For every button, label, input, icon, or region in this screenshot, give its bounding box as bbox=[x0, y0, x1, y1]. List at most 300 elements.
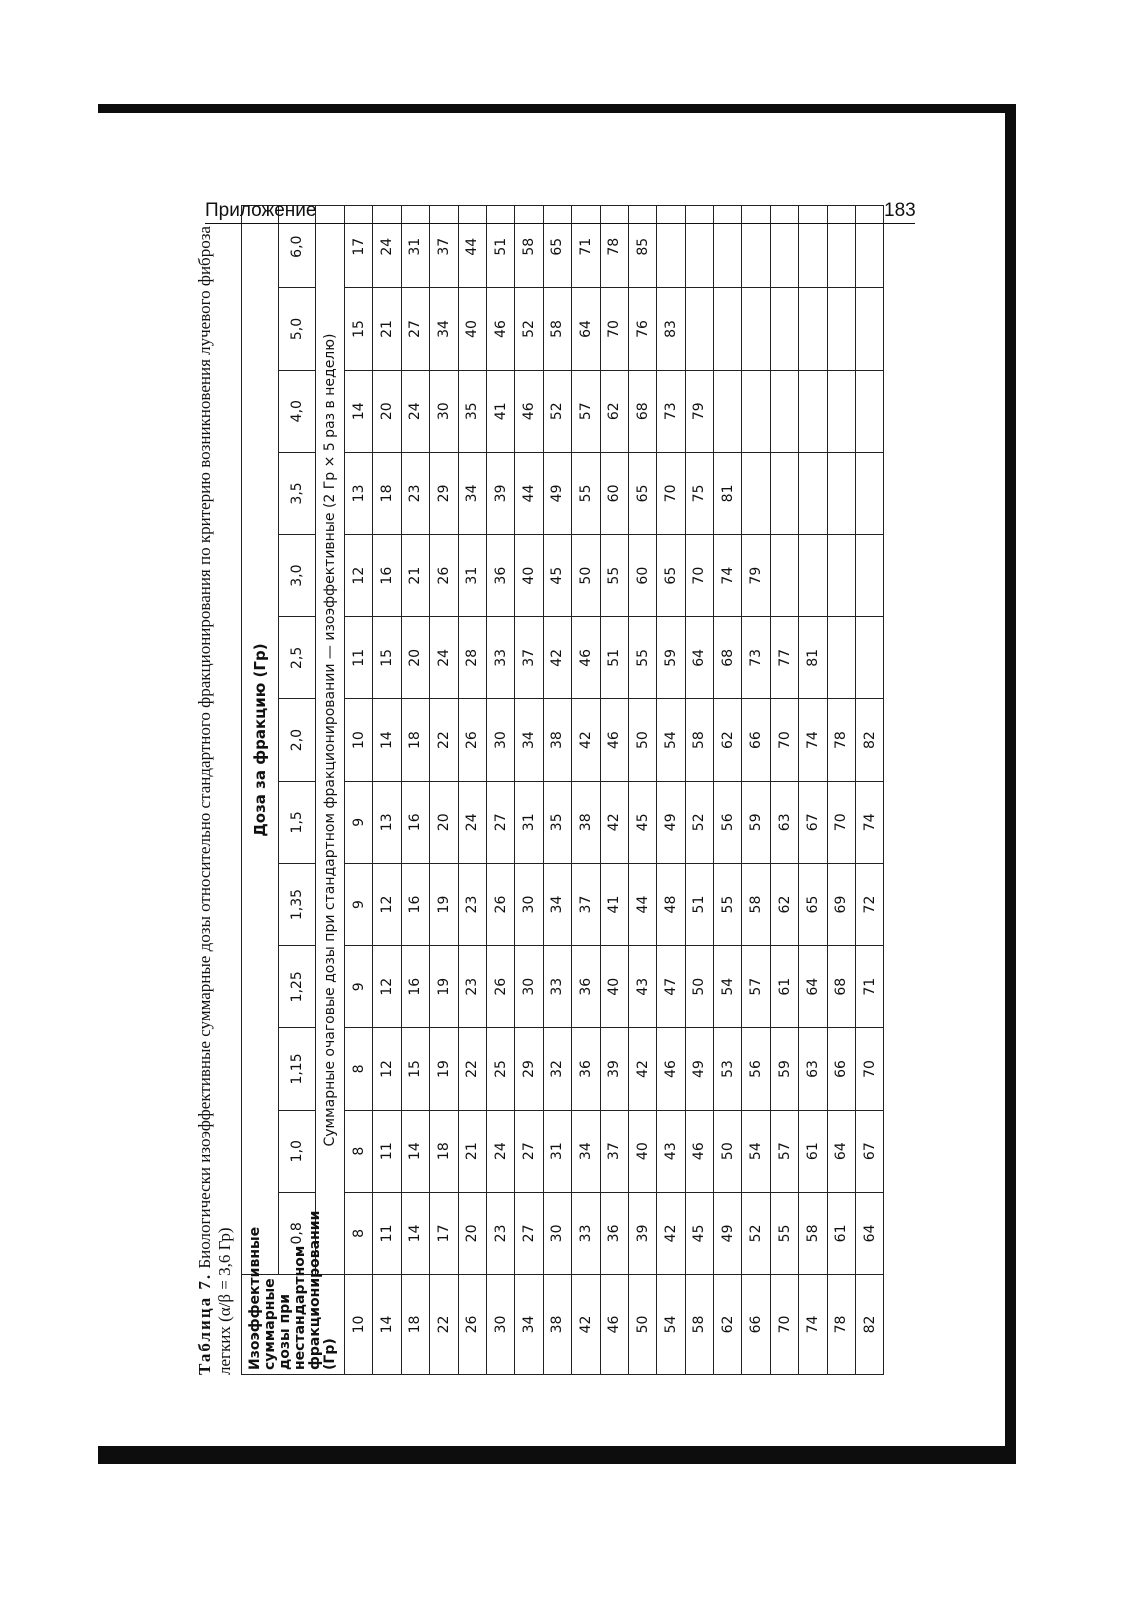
table-row bbox=[657, 206, 685, 1375]
table-cell: 46 bbox=[486, 288, 514, 370]
table-cell: 11 bbox=[373, 1192, 401, 1274]
table-cell bbox=[827, 288, 855, 370]
table-cell: 74 bbox=[714, 535, 742, 617]
column-header: 4,0 bbox=[279, 370, 316, 452]
table-cell: 74 bbox=[799, 699, 827, 781]
table-cell: 24 bbox=[401, 370, 429, 452]
table-cell bbox=[770, 370, 798, 452]
table-row bbox=[345, 206, 373, 1375]
table-cell: 54 bbox=[742, 1110, 770, 1192]
table-cell: 73 bbox=[657, 370, 685, 452]
table-cell: 58 bbox=[515, 206, 543, 288]
table-cell: 30 bbox=[430, 370, 458, 452]
caption-label: Таблица 7. bbox=[195, 1272, 214, 1375]
table-cell: 39 bbox=[600, 1028, 628, 1110]
table-cell: 52 bbox=[543, 370, 571, 452]
table-cell: 46 bbox=[600, 699, 628, 781]
table-cell: 44 bbox=[628, 863, 656, 945]
table-cell: 65 bbox=[657, 535, 685, 617]
table-cell bbox=[685, 288, 713, 370]
table-cell: 42 bbox=[600, 781, 628, 863]
table-cell: 29 bbox=[430, 452, 458, 534]
table-cell: 68 bbox=[714, 617, 742, 699]
table-cell: 58 bbox=[742, 863, 770, 945]
column-header: 1,35 bbox=[279, 863, 316, 945]
table-cell: 40 bbox=[628, 1110, 656, 1192]
table-cell: 58 bbox=[543, 288, 571, 370]
table-cell: 52 bbox=[515, 288, 543, 370]
table-cell: 25 bbox=[486, 1028, 514, 1110]
table-cell: 57 bbox=[770, 1110, 798, 1192]
table-cell: 41 bbox=[600, 863, 628, 945]
table-cell: 20 bbox=[401, 617, 429, 699]
table-cell: 26 bbox=[430, 535, 458, 617]
table-cell: 64 bbox=[572, 288, 600, 370]
table-cell: 17 bbox=[345, 206, 373, 288]
table-cell: 18 bbox=[373, 452, 401, 534]
table-cell bbox=[799, 206, 827, 288]
column-header: 1,25 bbox=[279, 946, 316, 1028]
table-row bbox=[572, 206, 600, 1375]
table-cell: 70 bbox=[685, 535, 713, 617]
table-cell bbox=[799, 535, 827, 617]
table-cell: 38 bbox=[572, 781, 600, 863]
table-cell bbox=[799, 288, 827, 370]
table-cell: 28 bbox=[458, 617, 486, 699]
table-cell: 40 bbox=[458, 288, 486, 370]
table-cell: 64 bbox=[827, 1110, 855, 1192]
row-header: Изоэффективные суммарные дозы при нестандартном фракционировании (Гр) bbox=[242, 1275, 345, 1375]
table-cell bbox=[714, 370, 742, 452]
table-cell: 50 bbox=[714, 1110, 742, 1192]
row-dose-cell: 14 bbox=[373, 1275, 401, 1375]
table-cell: 30 bbox=[515, 946, 543, 1028]
table-cell: 11 bbox=[373, 1110, 401, 1192]
table-cell: 59 bbox=[742, 781, 770, 863]
table-cell: 50 bbox=[628, 699, 656, 781]
column-header: 5,0 bbox=[279, 288, 316, 370]
table-cell: 43 bbox=[628, 946, 656, 1028]
table-cell: 24 bbox=[430, 617, 458, 699]
table-cell: 78 bbox=[827, 699, 855, 781]
table-row bbox=[628, 206, 656, 1375]
table-cell: 38 bbox=[543, 699, 571, 781]
table-cell: 9 bbox=[345, 863, 373, 945]
column-header: 3,0 bbox=[279, 535, 316, 617]
row-dose-cell: 26 bbox=[458, 1275, 486, 1375]
table-cell: 45 bbox=[543, 535, 571, 617]
table-cell bbox=[770, 535, 798, 617]
table-cell: 30 bbox=[543, 1192, 571, 1274]
table-cell: 24 bbox=[486, 1110, 514, 1192]
table-cell: 31 bbox=[401, 206, 429, 288]
table-row bbox=[856, 206, 884, 1375]
table-cell bbox=[742, 288, 770, 370]
table-cell: 33 bbox=[486, 617, 514, 699]
row-dose-cell: 42 bbox=[572, 1275, 600, 1375]
table-row bbox=[770, 206, 798, 1375]
table-row bbox=[373, 206, 401, 1375]
table-cell: 26 bbox=[486, 863, 514, 945]
table-row bbox=[430, 206, 458, 1375]
table-cell: 66 bbox=[827, 1028, 855, 1110]
table-cell: 42 bbox=[543, 617, 571, 699]
table-cell: 31 bbox=[543, 1110, 571, 1192]
table-cell: 15 bbox=[401, 1028, 429, 1110]
table-cell: 67 bbox=[856, 1110, 884, 1192]
table-cell: 57 bbox=[742, 946, 770, 1028]
table-cell: 69 bbox=[827, 863, 855, 945]
table-cell: 42 bbox=[628, 1028, 656, 1110]
table-cell: 27 bbox=[515, 1192, 543, 1274]
table-cell bbox=[714, 288, 742, 370]
table-cell bbox=[742, 370, 770, 452]
table-cell: 15 bbox=[373, 617, 401, 699]
table-cell bbox=[827, 535, 855, 617]
table-cell: 11 bbox=[345, 617, 373, 699]
table-cell: 68 bbox=[628, 370, 656, 452]
table-cell: 21 bbox=[373, 288, 401, 370]
table-cell: 52 bbox=[742, 1192, 770, 1274]
table-cell: 44 bbox=[515, 452, 543, 534]
table-cell: 64 bbox=[685, 617, 713, 699]
table-cell: 77 bbox=[770, 617, 798, 699]
table-cell bbox=[770, 288, 798, 370]
row-dose-cell: 46 bbox=[600, 1275, 628, 1375]
table-cell bbox=[827, 370, 855, 452]
table-cell: 34 bbox=[572, 1110, 600, 1192]
table-cell: 24 bbox=[458, 781, 486, 863]
table-cell: 55 bbox=[572, 452, 600, 534]
table-cell: 20 bbox=[430, 781, 458, 863]
table-cell: 27 bbox=[401, 288, 429, 370]
table-cell: 21 bbox=[458, 1110, 486, 1192]
table-cell: 54 bbox=[657, 699, 685, 781]
table-cell: 15 bbox=[345, 288, 373, 370]
table-cell bbox=[856, 452, 884, 534]
table-cell: 47 bbox=[657, 946, 685, 1028]
table-cell: 55 bbox=[714, 863, 742, 945]
table-cell: 64 bbox=[856, 1192, 884, 1274]
table-cell: 14 bbox=[401, 1192, 429, 1274]
table-row bbox=[827, 206, 855, 1375]
caption-text: Биологически изоэффективные суммарные дозы относительно стандартного фракционирования по критерию возникновения лучевого фиброза легких (α/β = 3,6 Гр) bbox=[195, 226, 234, 1375]
table-cell: 14 bbox=[373, 699, 401, 781]
table-cell: 71 bbox=[572, 206, 600, 288]
table-cell: 51 bbox=[600, 617, 628, 699]
table-cell: 8 bbox=[345, 1110, 373, 1192]
table-cell: 62 bbox=[600, 370, 628, 452]
table-cell: 35 bbox=[543, 781, 571, 863]
table-cell: 46 bbox=[572, 617, 600, 699]
table-cell: 26 bbox=[458, 699, 486, 781]
table-cell: 18 bbox=[430, 1110, 458, 1192]
table-cell: 55 bbox=[770, 1192, 798, 1274]
table-cell: 23 bbox=[486, 1192, 514, 1274]
table-cell: 19 bbox=[430, 863, 458, 945]
table-cell: 12 bbox=[373, 1028, 401, 1110]
table-row bbox=[401, 206, 429, 1375]
scan-border-right bbox=[1005, 104, 1016, 1464]
table-cell: 62 bbox=[770, 863, 798, 945]
table-cell: 31 bbox=[515, 781, 543, 863]
row-dose-cell: 58 bbox=[685, 1275, 713, 1375]
table-cell: 35 bbox=[458, 370, 486, 452]
table-cell: 37 bbox=[572, 863, 600, 945]
scan-border-bottom bbox=[98, 1446, 1016, 1464]
column-header: 1,0 bbox=[279, 1110, 316, 1192]
table-cell: 23 bbox=[458, 863, 486, 945]
row-dose-cell: 10 bbox=[345, 1275, 373, 1375]
column-header: 2,0 bbox=[279, 699, 316, 781]
table-cell: 49 bbox=[543, 452, 571, 534]
table-cell: 54 bbox=[714, 946, 742, 1028]
table-cell: 56 bbox=[742, 1028, 770, 1110]
table-cell bbox=[742, 452, 770, 534]
table-cell: 19 bbox=[430, 1028, 458, 1110]
table-cell: 42 bbox=[657, 1192, 685, 1274]
table-cell: 46 bbox=[685, 1110, 713, 1192]
table-cell: 34 bbox=[543, 863, 571, 945]
table-row bbox=[486, 206, 514, 1375]
table-cell bbox=[770, 452, 798, 534]
rotated-page bbox=[195, 205, 915, 1375]
table-row bbox=[458, 206, 486, 1375]
table-cell: 8 bbox=[345, 1028, 373, 1110]
table-cell: 55 bbox=[600, 535, 628, 617]
table-cell: 64 bbox=[799, 946, 827, 1028]
table-cell: 13 bbox=[345, 452, 373, 534]
table-cell: 49 bbox=[714, 1192, 742, 1274]
table-cell: 40 bbox=[515, 535, 543, 617]
table-cell: 72 bbox=[856, 863, 884, 945]
table-row bbox=[600, 206, 628, 1375]
table-cell: 51 bbox=[685, 863, 713, 945]
table-cell: 45 bbox=[628, 781, 656, 863]
table-cell: 13 bbox=[373, 781, 401, 863]
table-cell: 49 bbox=[657, 781, 685, 863]
row-dose-cell: 82 bbox=[856, 1275, 884, 1375]
table-cell: 76 bbox=[628, 288, 656, 370]
table-cell: 58 bbox=[685, 699, 713, 781]
page-number: 183 bbox=[884, 200, 916, 221]
table-cell: 65 bbox=[628, 452, 656, 534]
table-cell bbox=[770, 206, 798, 288]
table-row bbox=[714, 206, 742, 1375]
table-cell: 12 bbox=[345, 535, 373, 617]
table-cell bbox=[657, 206, 685, 288]
table-row bbox=[515, 206, 543, 1375]
table-cell: 63 bbox=[799, 1028, 827, 1110]
table-cell bbox=[685, 206, 713, 288]
table-cell: 57 bbox=[572, 370, 600, 452]
table-cell bbox=[856, 370, 884, 452]
table-cell: 67 bbox=[799, 781, 827, 863]
table-cell bbox=[856, 535, 884, 617]
row-dose-cell: 54 bbox=[657, 1275, 685, 1375]
table-cell: 56 bbox=[714, 781, 742, 863]
table-cell: 27 bbox=[486, 781, 514, 863]
table-cell bbox=[856, 617, 884, 699]
table-cell: 39 bbox=[628, 1192, 656, 1274]
table-cell: 45 bbox=[685, 1192, 713, 1274]
table-cell: 19 bbox=[430, 946, 458, 1028]
table-cell: 73 bbox=[742, 617, 770, 699]
table-row bbox=[799, 206, 827, 1375]
row-dose-cell: 38 bbox=[543, 1275, 571, 1375]
table-cell: 50 bbox=[685, 946, 713, 1028]
table-cell: 34 bbox=[515, 699, 543, 781]
table-cell: 43 bbox=[657, 1110, 685, 1192]
table-cell: 8 bbox=[345, 1192, 373, 1274]
table-cell: 44 bbox=[458, 206, 486, 288]
table-cell: 48 bbox=[657, 863, 685, 945]
table-cell: 70 bbox=[657, 452, 685, 534]
table-cell: 17 bbox=[430, 1192, 458, 1274]
table-cell: 68 bbox=[827, 946, 855, 1028]
table-cell: 20 bbox=[373, 370, 401, 452]
column-header: 2,5 bbox=[279, 617, 316, 699]
table-cell: 24 bbox=[373, 206, 401, 288]
span-note: Суммарные очаговые дозы при стандартном фракционировании — изоэффективные (2 Гр × 5 раз в неделю) bbox=[316, 206, 345, 1275]
table-cell: 36 bbox=[572, 946, 600, 1028]
table-cell: 81 bbox=[799, 617, 827, 699]
table-cell bbox=[856, 288, 884, 370]
table-cell: 21 bbox=[401, 535, 429, 617]
column-header: 3,5 bbox=[279, 452, 316, 534]
table-cell: 79 bbox=[742, 535, 770, 617]
row-dose-cell: 34 bbox=[515, 1275, 543, 1375]
table-cell: 60 bbox=[628, 535, 656, 617]
table-cell: 31 bbox=[458, 535, 486, 617]
table-cell: 36 bbox=[600, 1192, 628, 1274]
table-cell: 71 bbox=[856, 946, 884, 1028]
table-cell: 63 bbox=[770, 781, 798, 863]
column-header: 6,0 bbox=[279, 206, 316, 288]
table-cell: 51 bbox=[486, 206, 514, 288]
table-cell: 37 bbox=[600, 1110, 628, 1192]
table-cell: 74 bbox=[856, 781, 884, 863]
dose-table bbox=[241, 205, 884, 1375]
table-cell: 18 bbox=[401, 699, 429, 781]
table-cell: 27 bbox=[515, 1110, 543, 1192]
table-caption bbox=[195, 205, 235, 1375]
table-cell: 59 bbox=[657, 617, 685, 699]
table-cell: 36 bbox=[486, 535, 514, 617]
table-cell bbox=[856, 206, 884, 288]
table-cell: 70 bbox=[600, 288, 628, 370]
column-header: 1,15 bbox=[279, 1028, 316, 1110]
table-cell: 42 bbox=[572, 699, 600, 781]
table-cell: 37 bbox=[430, 206, 458, 288]
table-cell bbox=[827, 206, 855, 288]
table-cell: 55 bbox=[628, 617, 656, 699]
column-header: 0,8 bbox=[279, 1192, 316, 1274]
table-cell: 60 bbox=[600, 452, 628, 534]
table-cell: 20 bbox=[458, 1192, 486, 1274]
table-cell: 70 bbox=[856, 1028, 884, 1110]
row-dose-cell: 66 bbox=[742, 1275, 770, 1375]
table-cell: 16 bbox=[401, 863, 429, 945]
table-cell: 14 bbox=[401, 1110, 429, 1192]
table-cell: 10 bbox=[345, 699, 373, 781]
row-dose-cell: 78 bbox=[827, 1275, 855, 1375]
table-cell: 53 bbox=[714, 1028, 742, 1110]
table-cell bbox=[827, 452, 855, 534]
table-cell: 33 bbox=[572, 1192, 600, 1274]
table-cell: 23 bbox=[401, 452, 429, 534]
table-cell: 52 bbox=[685, 781, 713, 863]
table-cell bbox=[799, 370, 827, 452]
table-cell: 79 bbox=[685, 370, 713, 452]
table-cell: 36 bbox=[572, 1028, 600, 1110]
table-cell: 22 bbox=[430, 699, 458, 781]
row-dose-cell: 30 bbox=[486, 1275, 514, 1375]
table-cell: 30 bbox=[486, 699, 514, 781]
table-cell: 81 bbox=[714, 452, 742, 534]
table-cell: 59 bbox=[770, 1028, 798, 1110]
table-cell: 23 bbox=[458, 946, 486, 1028]
row-dose-cell: 70 bbox=[770, 1275, 798, 1375]
table-cell: 12 bbox=[373, 946, 401, 1028]
table-row bbox=[543, 206, 571, 1375]
running-head-rule bbox=[205, 223, 915, 224]
table-cell: 16 bbox=[401, 946, 429, 1028]
scan-border-top bbox=[98, 104, 1014, 113]
table-cell: 22 bbox=[458, 1028, 486, 1110]
row-dose-cell: 62 bbox=[714, 1275, 742, 1375]
row-dose-cell: 50 bbox=[628, 1275, 656, 1375]
row-dose-cell: 74 bbox=[799, 1275, 827, 1375]
column-header: 1,5 bbox=[279, 781, 316, 863]
table-cell bbox=[714, 206, 742, 288]
table-cell: 70 bbox=[827, 781, 855, 863]
table-cell: 46 bbox=[657, 1028, 685, 1110]
table-cell: 30 bbox=[515, 863, 543, 945]
running-title: Приложение bbox=[205, 200, 317, 221]
table-cell: 41 bbox=[486, 370, 514, 452]
table-cell: 61 bbox=[770, 946, 798, 1028]
table-cell bbox=[827, 617, 855, 699]
table-cell: 82 bbox=[856, 699, 884, 781]
table-row bbox=[742, 206, 770, 1375]
table-cell: 40 bbox=[600, 946, 628, 1028]
row-dose-cell: 22 bbox=[430, 1275, 458, 1375]
table-cell: 26 bbox=[486, 946, 514, 1028]
table-row bbox=[685, 206, 713, 1375]
table-cell: 16 bbox=[401, 781, 429, 863]
table-cell bbox=[799, 452, 827, 534]
table-cell: 37 bbox=[515, 617, 543, 699]
group-header: Доза за фракцию (Гр) bbox=[242, 206, 279, 1275]
table-cell: 58 bbox=[799, 1192, 827, 1274]
table-cell: 29 bbox=[515, 1028, 543, 1110]
row-dose-cell: 18 bbox=[401, 1275, 429, 1375]
table-cell: 65 bbox=[799, 863, 827, 945]
table-cell: 49 bbox=[685, 1028, 713, 1110]
table-cell: 39 bbox=[486, 452, 514, 534]
table-cell: 34 bbox=[458, 452, 486, 534]
table-cell: 16 bbox=[373, 535, 401, 617]
table-cell: 66 bbox=[742, 699, 770, 781]
table-cell: 62 bbox=[714, 699, 742, 781]
table-cell: 85 bbox=[628, 206, 656, 288]
table-cell: 50 bbox=[572, 535, 600, 617]
table-cell: 78 bbox=[600, 206, 628, 288]
table-cell: 9 bbox=[345, 946, 373, 1028]
table-cell: 46 bbox=[515, 370, 543, 452]
table-cell: 75 bbox=[685, 452, 713, 534]
